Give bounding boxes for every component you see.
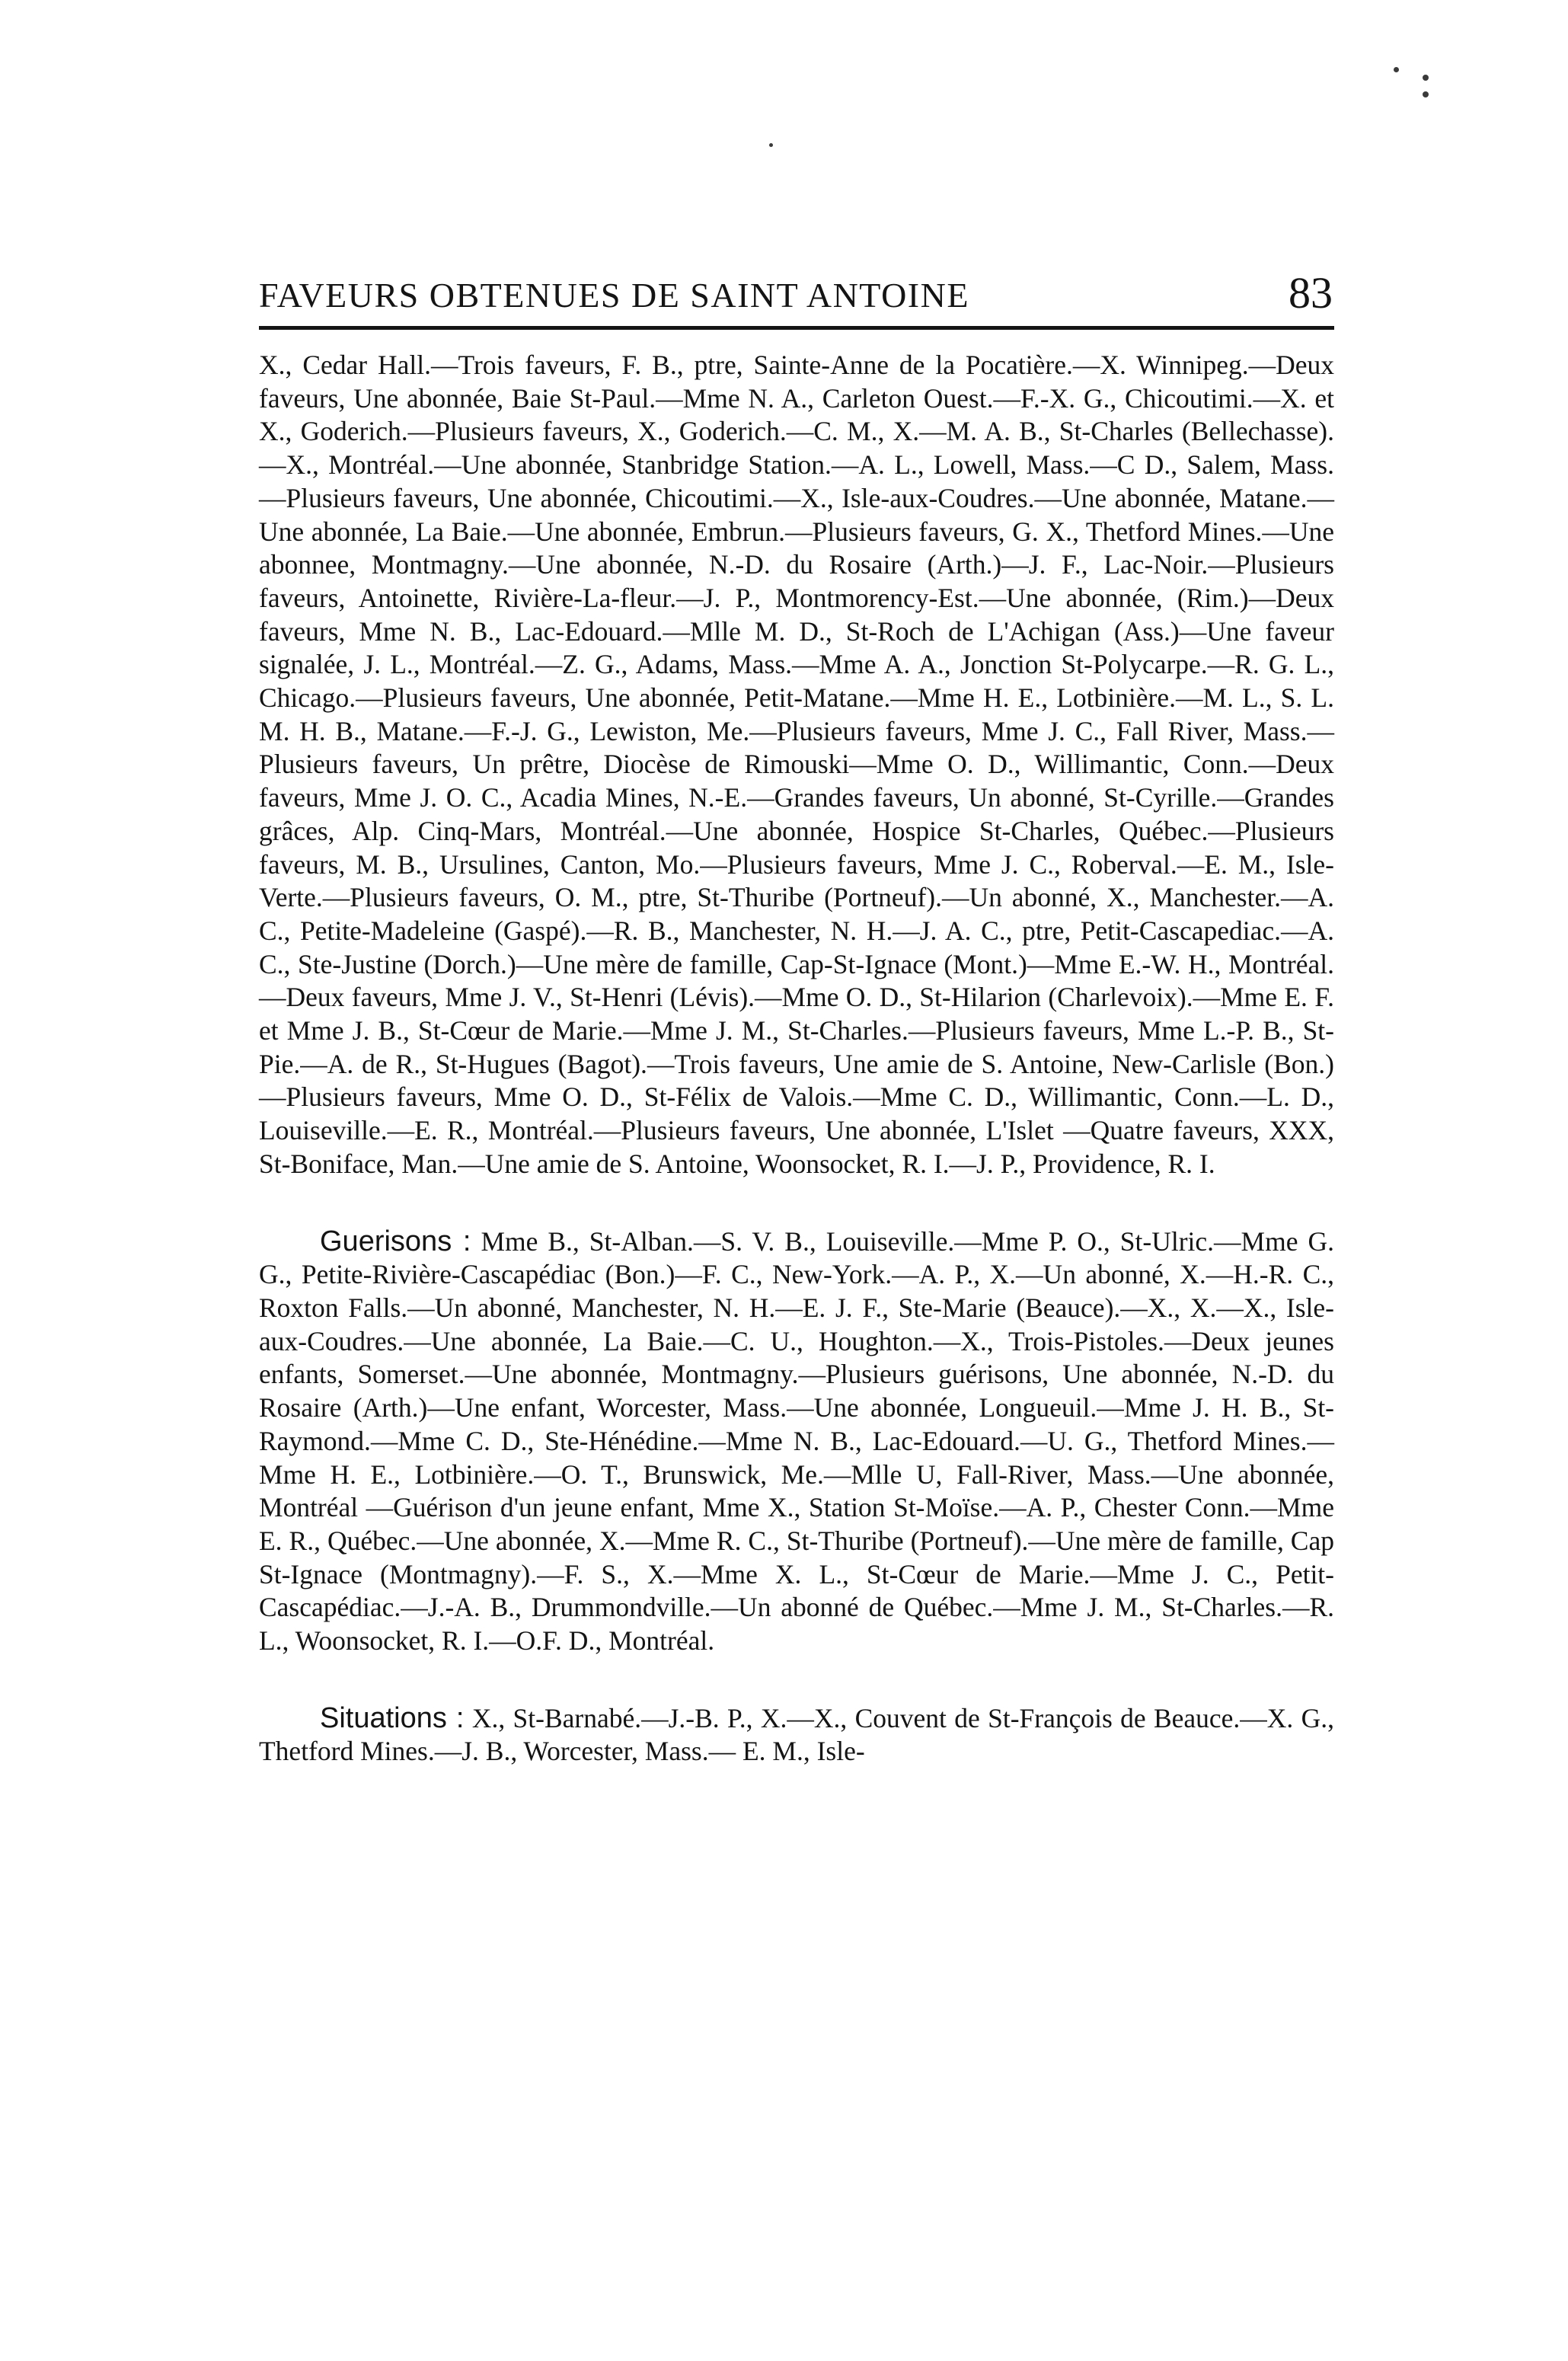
page-header	[259, 251, 1333, 318]
running-title: FAVEURS OBTENUES DE SAINT ANTOINE	[259, 276, 969, 315]
speck-mark	[1423, 75, 1429, 81]
header-rule	[259, 326, 1334, 330]
paragraph-text: Mme B., St-Alban.—S. V. B., Louiseville.—Mme P. O., St-Ulric.—Mme G. G., Petite-Rivière-Cascapédiac (Bon.)—F. C., New-York.—A. P., X.—Un abonné, X.—H.-R. C., Roxton Falls.—Un abonné, Manchester, N. H.—E. J. F., Ste-Marie (Beauce).—X., X.—X., Isle-aux-Coudres.—Une abonnée, La Baie.—C. U., Houghton.—X., Trois-Pistoles.—Deux jeunes enfants, Somerset.—Une abonnée, Montmagny.—Plusieurs guérisons, Une abonnée, N.-D. du Rosaire (Arth.)—Une enfant, Worcester, Mass.—Une abonnée, Longueuil.—Mme J. H. B., St-Raymond.—Mme C. D., Ste-Hénédine.—Mme N. B., Lac-Edouard.—U. G., Thetford Mines.—Mme H. E., Lotbinière.—O. T., Brunswick, Me.—Mlle U, Fall-River, Mass.—Une abonnée, Montréal —Guérison d'un jeune enfant, Mme X., Station St-Moïse.—A. P., Chester Conn.—Mme E. R., Québec.—Une abonnée, X.—Mme R. C., St-Thuribe (Portneuf).—Une mère de famille, Cap St-Ignace (Montmagny).—F. S., X.—Mme X. L., St-Cœur de Marie.—Mme J. C., Petit-Cascapédiac.—J.-A. B., Drummondville.—Un abonné de Québec.—Mme J. M., St-Charles.—R. L., Woonsocket, R. I.—O.F. D., Montréal.	[259, 1225, 1334, 1657]
section-label: Guerisons :	[320, 1225, 471, 1257]
speck-mark	[769, 143, 773, 147]
page-number: 83	[1289, 268, 1333, 318]
speck-mark	[1394, 67, 1399, 72]
situations-paragraph	[259, 1702, 1334, 1768]
body-text	[259, 349, 1334, 1768]
guerisons-paragraph	[259, 1225, 1334, 1658]
faveurs-paragraph	[259, 349, 1334, 1181]
paragraph-text: X., St-Barnabé.—J.-B. P., X.—X., Couvent de St-François de Beauce.—X. G., Thetford Mines.—J. B., Worcester, Mass.— E. M., Isle-	[259, 1702, 1335, 1767]
section-label: Situations :	[320, 1701, 465, 1734]
speck-mark	[1423, 91, 1429, 97]
paragraph-text: X., Cedar Hall.—Trois faveurs, F. B., ptre, Sainte-Anne de la Pocatière.—X. Winnipeg.—Deux faveurs, Une abonnée, Baie St-Paul.—Mme N. A., Carleton Ouest.—F.-X. G., Chicoutimi.—X. et X., Goderich.—Plusieurs faveurs, X., Goderich.—C. M., X.—M. A. B., St-Charles (Bellechasse).—X., Montréal.—Une abonnée, Stanbridge Station.—A. L., Lowell, Mass.—C D., Salem, Mass.—Plusieurs faveurs, Une abonnée, Chicoutimi.—X., Isle-aux-Coudres.—Une abonnée, Matane.—Une abonnée, La Baie.—Une abonnée, Embrun.—Plusieurs faveurs, G. X., Thetford Mines.—Une abonnee, Montmagny.—Une abonnée, N.-D. du Rosaire (Arth.)—J. F., Lac-Noir.—Plusieurs faveurs, Antoinette, Rivière-La-fleur.—J. P., Montmorency-Est.—Une abonnée, (Rim.)—Deux faveurs, Mme N. B., Lac-Edouard.—Mlle M. D., St-Roch de L'Achigan (Ass.)—Une faveur signalée, J. L., Montréal.—Z. G., Adams, Mass.—Mme A. A., Jonction St-Polycarpe.—R. G. L., Chicago.—Plusieurs faveurs, Une abonnée, Petit-Matane.—Mme H. E., Lotbinière.—M. L., S. L. M. H. B., Matane.—F.-J. G., Lewiston, Me.—Plusieurs faveurs, Mme J. C., Fall River, Mass.—Plusieurs faveurs, Un prêtre, Diocèse de Rimouski—Mme O. D., Willimantic, Conn.—Deux faveurs, Mme J. O. C., Acadia Mines, N.-E.—Grandes faveurs, Un abonné, St-Cyrille.—Grandes grâces, Alp. Cinq-Mars, Montréal.—Une abonnée, Hospice St-Charles, Québec.—Plusieurs faveurs, M. B., Ursulines, Canton, Mo.—Plusieurs faveurs, Mme J. C., Roberval.—E. M., Isle-Verte.—Plusieurs faveurs, O. M., ptre, St-Thuribe (Portneuf).—Un abonné, X., Manchester.—A. C., Petite-Madeleine (Gaspé).—R. B., Manchester, N. H.—J. A. C., ptre, Petit-Cascapediac.—A. C., Ste-Justine (Dorch.)—Une mère de famille, Cap-St-Ignace (Mont.)—Mme E.-W. H., Montréal.—Deux faveurs, Mme J. V., St-Henri (Lévis).—Mme O. D., St-Hilarion (Charlevoix).—Mme E. F. et Mme J. B., St-Cœur de Marie.—Mme J. M., St-Charles.—Plusieurs faveurs, Mme L.-P. B., St-Pie.—A. de R., St-Hugues (Bagot).—Trois faveurs, Une amie de S. Antoine, New-Carlisle (Bon.)—Plusieurs faveurs, Mme O. D., St-Félix de Valois.—Mme C. D., Willimantic, Conn.—L. D., Louiseville.—E. R., Montréal.—Plusieurs faveurs, Une abonnée, L'Islet —Quatre faveurs, XXX, St-Boniface, Man.—Une amie de S. Antoine, Woonsocket, R. I.—J. P., Providence, R. I.	[259, 350, 1334, 1179]
